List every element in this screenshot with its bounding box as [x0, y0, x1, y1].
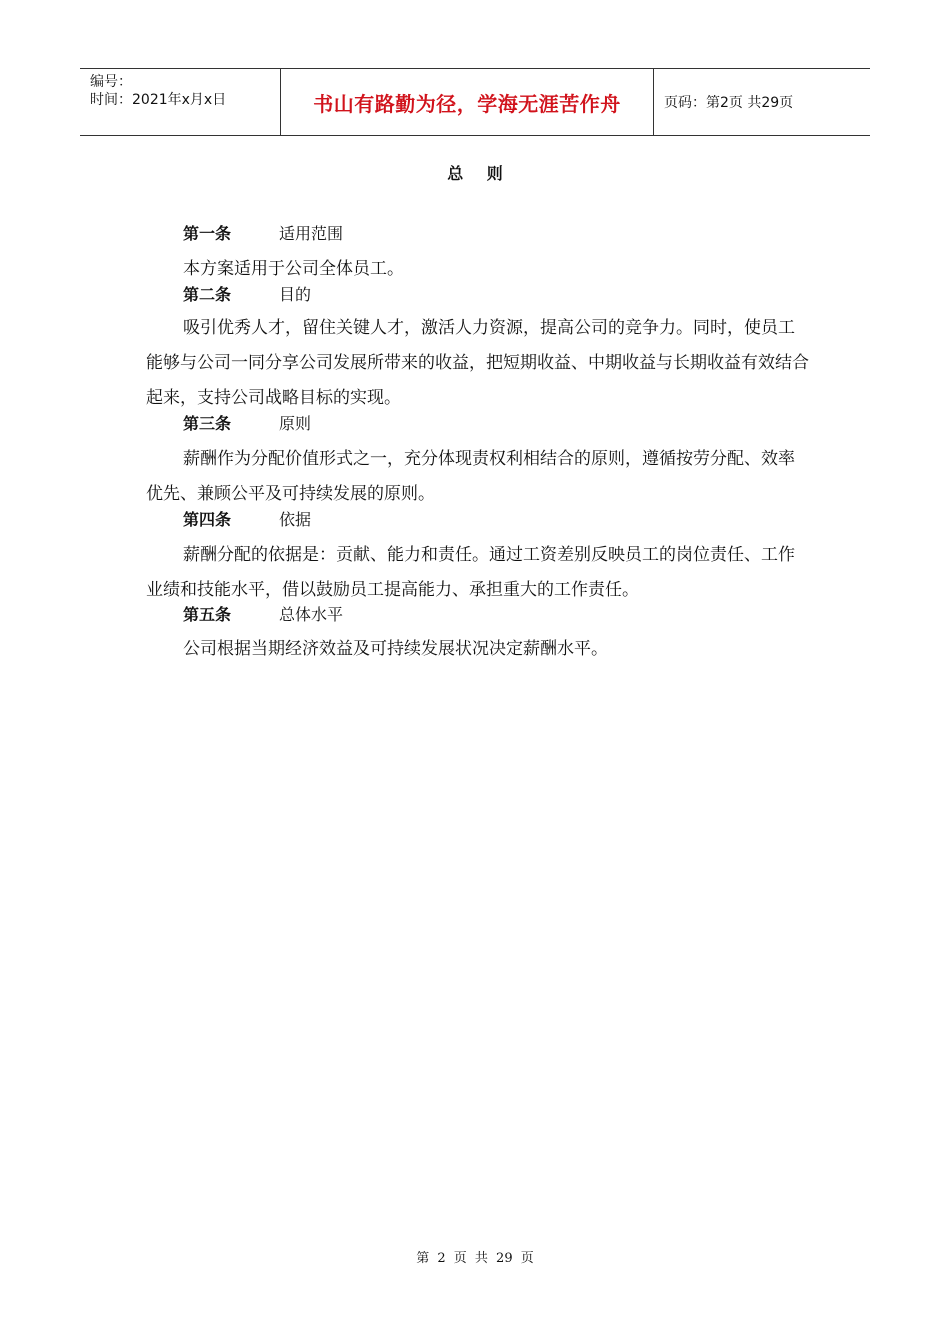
- article-2-text: 吸引优秀人才，留住关键人才，激活人力资源，提高公司的竞争力。同时，使员工能够与公司一同分享公司发展所带来的收益，把短期收益、中期收益与长期收益有效结合起来，支持公司战略目标的实现。: [146, 318, 809, 408]
- article-title: 依据: [279, 510, 312, 529]
- article-2-heading: [183, 282, 311, 305]
- article-3-heading: [183, 411, 311, 434]
- article-title: 原则: [279, 414, 312, 433]
- header-page-cell: [654, 69, 870, 135]
- article-number: 第二条: [183, 285, 232, 304]
- article-1-heading: [183, 221, 343, 244]
- article-number: 第三条: [183, 414, 232, 433]
- document-header: [80, 68, 870, 136]
- article-5-heading: [183, 602, 343, 625]
- article-number: 第一条: [183, 224, 232, 243]
- motto: 书山有路勤为径，学海无涯苦作舟: [313, 91, 621, 116]
- time-label: 时间：2021年x月x日: [90, 92, 227, 108]
- section-title: 总 则: [447, 164, 503, 183]
- page-info: 页码：第2页 共29页: [664, 95, 794, 111]
- header-meta: [80, 69, 281, 135]
- article-number: 第四条: [183, 510, 232, 529]
- article-title: 适用范围: [279, 224, 344, 243]
- page-footer: 第 2 页 共 29 页: [416, 1251, 534, 1266]
- article-title: 目的: [279, 285, 312, 304]
- article-4-heading: [183, 507, 311, 530]
- article-1-text: 本方案适用于公司全体员工。: [183, 259, 404, 279]
- article-title: 总体水平: [279, 605, 344, 624]
- number-label: 编号：: [90, 74, 132, 90]
- article-3-text: 薪酬作为分配价值形式之一，充分体现责权利相结合的原则，遵循按劳分配、效率优先、兼顾公平及可持续发展的原则。: [146, 449, 795, 504]
- header-motto-cell: [281, 69, 654, 135]
- article-4-text: 薪酬分配的依据是：贡献、能力和责任。通过工资差别反映员工的岗位责任、工作业绩和技能水平，借以鼓励员工提高能力、承担重大的工作责任。: [146, 545, 795, 600]
- article-number: 第五条: [183, 605, 232, 624]
- article-5-text: 公司根据当期经济效益及可持续发展状况决定薪酬水平。: [183, 639, 608, 659]
